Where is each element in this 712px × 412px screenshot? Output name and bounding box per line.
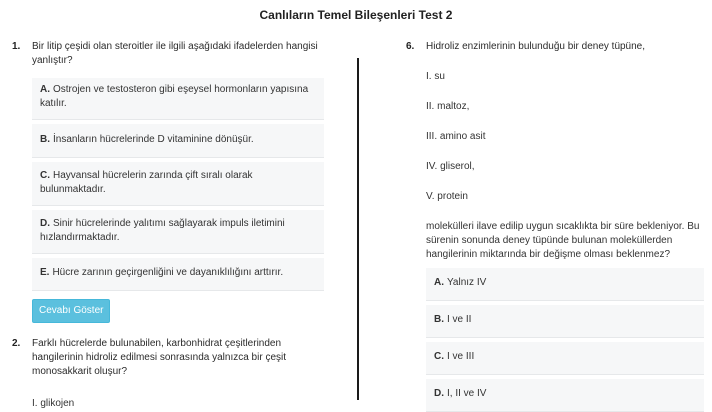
option-a[interactable]: [426, 268, 704, 301]
left-column: [12, 40, 324, 411]
option-d[interactable]: [426, 379, 704, 412]
answer-options: [426, 268, 704, 412]
option-e[interactable]: [32, 258, 324, 291]
option-letter: D.: [434, 388, 444, 399]
column-divider: [357, 58, 359, 400]
option-text: Yalnız IV: [447, 277, 487, 288]
list-item: I. su: [426, 71, 445, 82]
option-letter: B.: [434, 314, 444, 325]
question-number: 6.: [406, 41, 415, 52]
page-title: Canlıların Temel Bileşenleri Test 2: [259, 8, 453, 22]
option-text: I, II ve IV: [447, 388, 487, 399]
option-text: Hayvansal hücrelerin zarında çift sıralı olarak bulunmaktadır.: [40, 170, 253, 195]
option-text: Hücre zarının geçirgenliğini ve dayanıklılığını arttırır.: [52, 267, 284, 278]
list-item: IV. gliserol,: [426, 161, 475, 172]
answer-options: [32, 78, 324, 291]
option-text: Ostrojen ve testosteron gibi eşeysel hormonların yapısına katılır.: [40, 84, 309, 109]
option-text: I ve III: [447, 351, 475, 362]
option-a[interactable]: [32, 78, 324, 120]
list-item: V. protein: [426, 191, 468, 202]
option-letter: E.: [40, 267, 50, 278]
question-stem: molekülleri ilave edilip uygun sıcaklıkta bir süre bekleniyor. Bu sürenin sonunda deney tüpünde bulunan moleküllerden hangilerinin miktarında bir değişme olması beklenmez?: [426, 221, 700, 260]
list-item: III. amino asit: [426, 131, 486, 142]
option-c[interactable]: [426, 342, 704, 375]
option-b[interactable]: [426, 305, 704, 338]
question-header: [406, 40, 704, 54]
option-letter: D.: [40, 218, 50, 229]
option-c[interactable]: [32, 162, 324, 206]
right-column: [406, 40, 704, 412]
item-list: [406, 70, 704, 220]
question-1: [12, 40, 324, 323]
question-header: [12, 337, 324, 379]
question-text: Farklı hücrelerde bulunabilen, karbonhidrat çeşitlerinden hangilerinin hidroliz edilmesi sonrasında yalnızca bir çeşit monosakkarit oluşur?: [32, 338, 287, 377]
question-header: [12, 40, 324, 68]
question-text: Bir litip çeşidi olan steroitler ile ilgili aşağıdaki ifadelerden hangisi yanlıştır?: [32, 41, 318, 66]
option-letter: A.: [434, 277, 444, 288]
option-b[interactable]: [32, 124, 324, 158]
option-letter: C.: [434, 351, 444, 362]
option-letter: B.: [40, 134, 50, 145]
option-text: Sinir hücrelerinde yalıtımı sağlayarak impuls iletimini hızlandırmaktadır.: [40, 218, 285, 243]
question-text: Hidroliz enzimlerinin bulunduğu bir deney tüpüne,: [426, 41, 646, 52]
list-item: II. maltoz,: [426, 101, 470, 112]
option-letter: C.: [40, 170, 50, 181]
option-text: I ve II: [447, 314, 472, 325]
option-letter: A.: [40, 84, 50, 95]
question-number: 1.: [12, 41, 21, 52]
option-d[interactable]: [32, 210, 324, 254]
question-6: [406, 40, 704, 412]
show-answer-button[interactable]: Cevabı Göster: [32, 299, 110, 323]
question-number: 2.: [12, 338, 21, 349]
list-item: I. glikojen: [32, 398, 75, 409]
option-text: İnsanların hücrelerinde D vitaminine dönüşür.: [53, 134, 254, 145]
